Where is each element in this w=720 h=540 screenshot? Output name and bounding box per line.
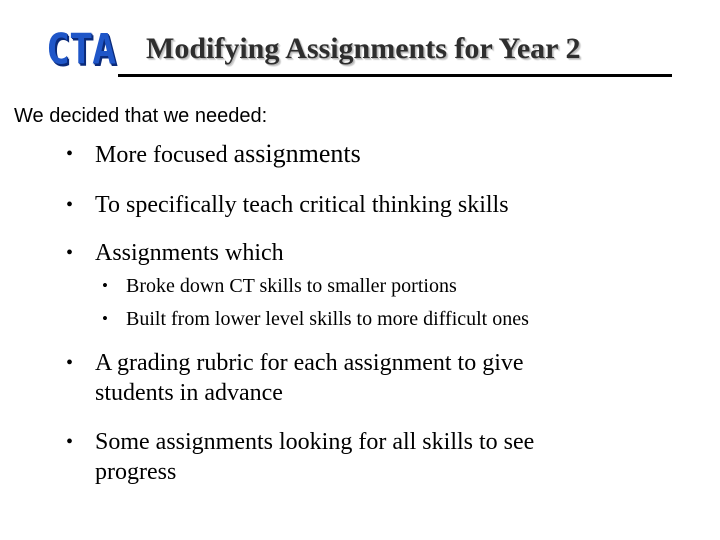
bullet-dot: • [66, 194, 74, 216]
bullet-dot: • [102, 309, 108, 328]
bullet-dot: • [66, 431, 74, 453]
slide-title: Modifying Assignments for Year 2 [146, 32, 581, 65]
bullet-text: A grading rubric for each assignment to give [95, 350, 524, 376]
cta-logo: CTA [46, 25, 116, 75]
title-underline [118, 74, 672, 77]
bullet-dot: • [66, 143, 74, 165]
bullet-text: More focused assignments [95, 139, 361, 168]
bullet-dot: • [66, 242, 74, 264]
bullet-text-continued: progress [95, 459, 177, 485]
bullet-text: Some assignments looking for all skills to see [95, 429, 535, 455]
sub-bullet-text: Broke down CT skills to smaller portions [126, 275, 457, 297]
bullet-dot: • [66, 352, 74, 374]
bullet-text: To specifically teach critical thinking skills [95, 192, 509, 218]
bullet-text-continued: students in advance [95, 380, 283, 406]
bullet-text: Assignments which [95, 240, 284, 266]
intro-text: We decided that we needed: [14, 105, 268, 127]
bullet-dot: • [102, 276, 108, 295]
sub-bullet-text: Built from lower level skills to more difficult ones [126, 308, 529, 330]
